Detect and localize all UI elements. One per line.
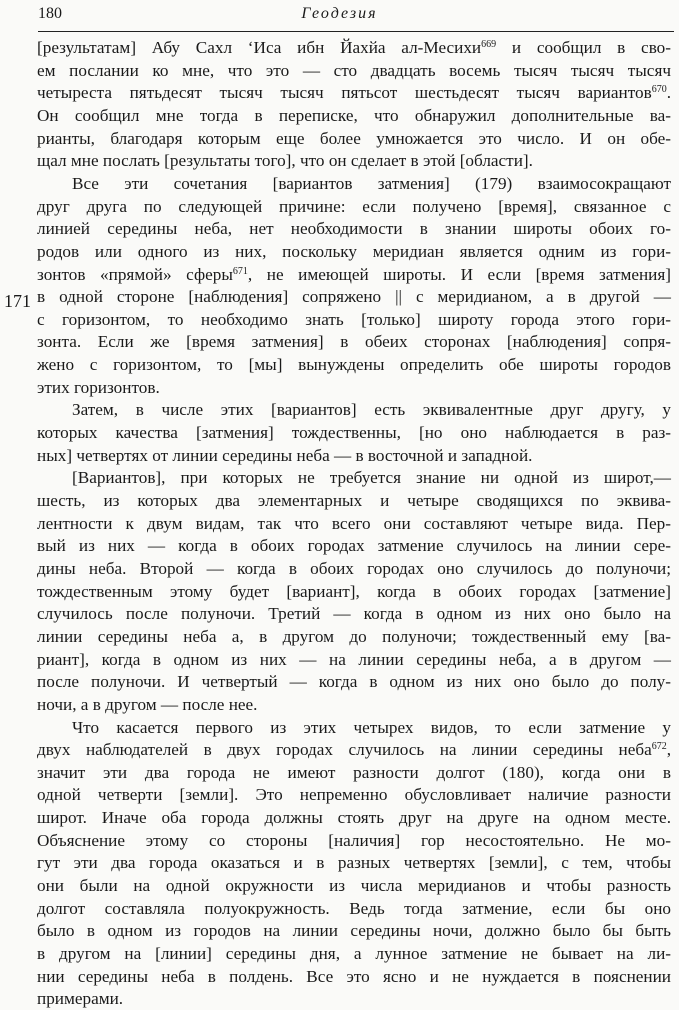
text-line <box>37 694 671 716</box>
text-line <box>37 354 671 376</box>
text-line <box>37 513 671 535</box>
text-line <box>37 196 671 218</box>
text-segment: они были на одной окружности из числа меридианов и чтобы разность <box>37 876 671 896</box>
text-line <box>37 830 671 852</box>
text-line <box>37 649 671 671</box>
margin-page-marker: 171 <box>4 291 31 311</box>
text-line <box>37 490 671 512</box>
text-segment: друг друга по следующей причине: если получено [время], связанное с <box>37 196 671 216</box>
text-line <box>37 943 671 965</box>
text-line <box>37 60 671 82</box>
text-segment: Что касается первого из этих четырех видов, то если затмение у <box>72 717 671 737</box>
text-line <box>37 286 671 308</box>
text-segment: родов или одного из них, поскольку меридиан является одним из гори- <box>37 241 671 261</box>
text-segment: одной четверти [земли]. Это непременно обусловливает наличие разности <box>37 785 671 805</box>
text-line <box>37 966 671 988</box>
text-segment: лентности к двум видам, так что всего они составляют четыре вида. Пер- <box>37 513 671 533</box>
text-line <box>37 671 671 693</box>
text-segment: жено с горизонтом, то [мы] вынуждены определить обе широты городов <box>37 355 671 375</box>
text-segment: ем послании ко мне, что это — сто двадцать восемь тысяч тысяч тысяч <box>37 60 671 80</box>
text-segment: широт. Иначе оба города должны стоять друг на друге на одном месте. <box>37 808 671 828</box>
text-line <box>37 105 671 127</box>
running-title: Геодезия <box>301 5 378 22</box>
text-line <box>37 377 671 399</box>
text-line <box>37 717 671 739</box>
text-line <box>37 331 671 353</box>
text-segment: рианты, благодаря которым еще более умножается это число. И он обе- <box>37 128 671 148</box>
text-segment: которых качества [затмения] тождественны, [но оно наблюдается в раз- <box>37 423 671 443</box>
text-line <box>37 241 671 263</box>
text-segment: вый из них — когда в обоих городах затмение случилось на линии сере- <box>37 536 671 556</box>
text-line <box>37 173 671 195</box>
text-segment: гут эти два города оказаться и в разных четвертях [земли], с тем, чтобы <box>37 853 671 873</box>
text-line <box>37 581 671 603</box>
footnote-ref[interactable]: 669 <box>481 39 497 50</box>
text-segment: зонтов «прямой» сферы <box>37 264 233 284</box>
text-line <box>37 309 671 331</box>
text-segment: этих горизонтов. <box>37 377 160 397</box>
text-segment: шесть, из которых два элементарных и четыре сводящихся по эквива- <box>37 491 671 510</box>
header-rule <box>38 31 674 32</box>
text-line <box>37 82 671 104</box>
text-segment: случилось после полуночи. Третий — когда в одном из них оно было на <box>37 604 671 624</box>
text-segment: Затем, в числе этих [вариантов] есть эквивалентные друг другу, у <box>72 400 671 420</box>
text-line <box>37 988 671 1010</box>
text-line <box>37 264 671 286</box>
footnote-ref[interactable]: 672 <box>651 741 667 753</box>
text-segment: линией середины неба, нет необходимости в знании широты обоих го- <box>37 219 671 239</box>
text-segment: в другом на [линии] середины дня, а лунное затмение не бывает на ли- <box>37 944 671 963</box>
text-line <box>37 603 671 625</box>
text-line <box>37 762 671 784</box>
text-line <box>37 875 671 897</box>
text-segment: четыреста пятьдесят тысяч тысяч пятьсот шестьдесят тысяч вариантов <box>37 83 652 103</box>
text-line <box>37 920 671 942</box>
text-segment: Объяснение этому со стороны [наличия] гор несостоятельно. Не мо- <box>37 830 671 850</box>
text-line <box>37 422 671 444</box>
text-segment: линии середины неба а, в другом до полуночи; тождественный ему [ва- <box>37 626 671 646</box>
text-segment: ных] четвертях от линии середины неба — в восточной и западной. <box>37 445 533 465</box>
text-segment: нии середины неба в полдень. Все это ясно и не нуждается в пояснении <box>37 966 671 986</box>
text-segment: зонта. Если же [время затмения] в обеих сторонах [наблюдения] сопря- <box>37 332 671 352</box>
text-segment: было в одном из городов на линии середины ночи, должно было бы быть <box>37 921 671 941</box>
text-line <box>37 807 671 829</box>
text-line <box>37 898 671 920</box>
text-line <box>37 852 671 874</box>
text-segment: [результатам] Абу Сахл ‘Иса ибн Йахйа ал-Месихи <box>37 38 482 57</box>
text-segment: дины неба. Второй — когда в обоих городах оно случилось до полуночи; <box>37 558 671 578</box>
footnote-ref[interactable]: 671 <box>232 265 248 277</box>
footnote-ref[interactable]: 670 <box>651 84 667 96</box>
text-line <box>37 739 671 761</box>
text-segment: с горизонтом, то необходимо знать [только] широту города этого гори- <box>37 309 671 329</box>
text-line <box>37 445 671 467</box>
text-line <box>37 535 671 557</box>
text-segment: , <box>666 740 671 760</box>
text-segment: тождественным этому будет [вариант], когда в обоих городах [затмение] <box>37 581 671 601</box>
page-number: 180 <box>38 5 62 22</box>
text-segment: Он сообщил мне тогда в переписке, что обнаружил дополнительные ва- <box>37 105 671 125</box>
text-line <box>37 467 671 489</box>
text-line <box>37 218 671 240</box>
text-line <box>37 784 671 806</box>
text-segment: , не имеющей широты. И если [время затмения] <box>247 264 671 284</box>
text-line <box>37 399 671 421</box>
text-segment: в одной стороне [наблюдения] сопряжено || с меридианом, а в другой — <box>37 287 671 307</box>
text-segment: риант], когда в одном из них — на линии середины неба, а в другом — <box>37 649 671 669</box>
text-segment: долгот составляла полуокружность. Ведь тогда затмение, если бы оно <box>37 898 671 918</box>
text-segment: двух наблюдателей в двух городах случилось на линии середины неба <box>37 740 652 760</box>
text-segment: значит эти два города не имеют разности долгот (180), когда они в <box>37 762 671 782</box>
text-segment: и сообщил в сво- <box>496 38 672 57</box>
text-segment: ночи, а в другом — после нее. <box>37 694 258 714</box>
text-segment: . <box>666 83 671 103</box>
text-segment: щал мне послать [результаты того], что он сделает в этой [области]. <box>37 151 533 171</box>
text-segment: после полуночи. И четвертый — когда в одном из них оно было до полу- <box>37 672 671 692</box>
text-segment: [Вариантов], при которых не требуется знание ни одной из широт,— <box>72 468 671 488</box>
text-segment: Все эти сочетания [вариантов затмения] (179) взаимосокращают <box>72 173 671 193</box>
text-line <box>37 558 671 580</box>
text-line <box>37 37 671 59</box>
text-line <box>37 150 671 172</box>
text-line <box>37 128 671 150</box>
text-line <box>37 626 671 648</box>
text-segment: примерами. <box>37 989 124 1009</box>
